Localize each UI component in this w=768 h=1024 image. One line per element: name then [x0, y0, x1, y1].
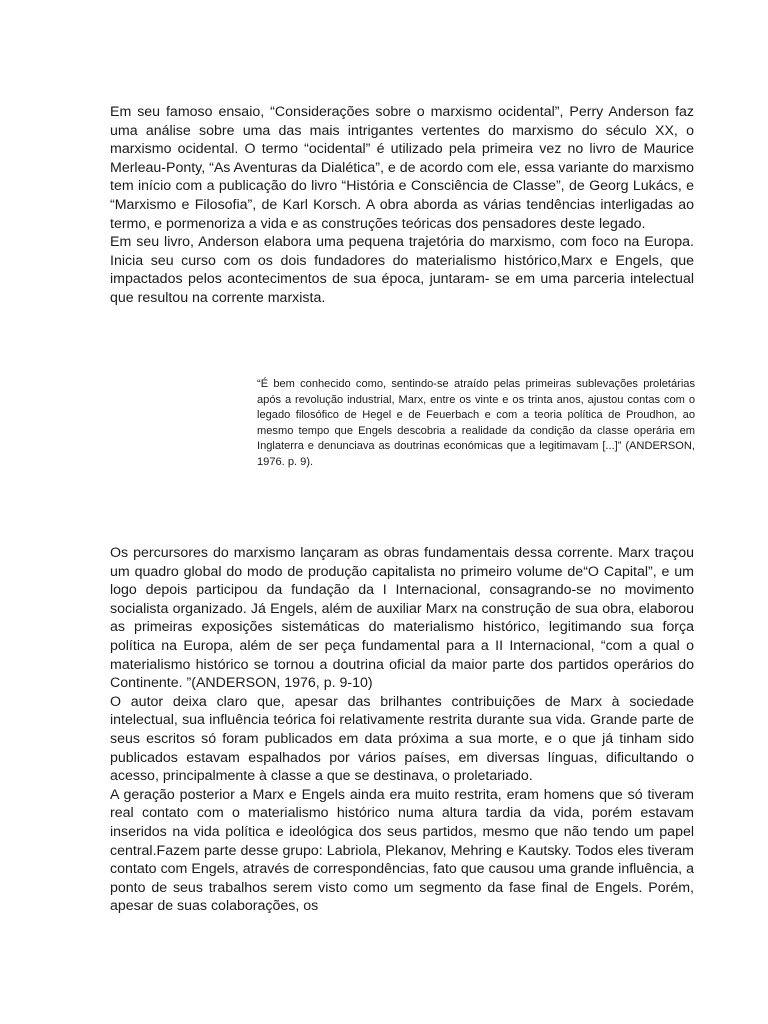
intro-paragraph-1: Em seu famoso ensaio, “Considerações sobre o marxismo ocidental”, Perry Anderson faz uma análise sobre uma das mais intrigantes vertentes do marxismo do século XX, o marxismo ocidental. O termo “ocidental” é utilizado pela primeira vez no livro de Maurice Merleau-Ponty, “As Aventuras da Dialética”, e de acordo com ele, essa variante do marxismo tem início com a publicação do livro “História e Consciência de Classe”, de Georg Lukács, e “Marxismo e Filosofia”, de Karl Korsch. A obra aborda as várias tendências interligadas ao termo, e pormenoriza a vida e as construções teóricas dos pensadores deste legado.	[110, 104, 694, 232]
intro-section	[110, 103, 694, 308]
main-paragraph-1: Os percursores do marxismo lançaram as obras fundamentais dessa corrente. Marx traçou um quadro global do modo de produção capitalista no primeiro volume de“O Capital”, e um logo depois participou da fundação da I Internacional, consagrando-se no movimento socialista organizado. Já Engels, além de auxiliar Marx na construção de sua obra, elaborou as primeiras exposições sistemáticas do materialismo histórico, legitimando sua força política na Europa, além de ser peça fundamental para a II Internacional, “com a qual o materialismo histórico se tornou a doutrina oficial da maior parte dos partidos operários do Continente. ”(ANDERSON, 1976, p. 9-10)	[110, 545, 694, 692]
main-section	[110, 544, 694, 916]
block-quote: “É bem conhecido como, sentindo-se atraído pelas primeiras sublevações proletárias após a revolução industrial, Marx, entre os vinte e os trinta anos, ajustou contas com o legado filosófico de Hegel e de Feuerbach e com a teoria política de Proudhon, ao mesmo tempo que Engels descobria a realidade da condição da classe operária em Inglaterra e denunciava as doutrinas económicas que a legitimavam [...]” (ANDERSON, 1976. p. 9).	[257, 378, 695, 468]
main-paragraph-3: A geração posterior a Marx e Engels ainda era muito restrita, eram homens que só tiveram real contato com o materialismo histórico numa altura tardia da vida, porém estavam inseridos na vida política e ideológica dos seus partidos, mesmo que não tendo um papel central.Fazem parte desse grupo: Labriola, Plekanov, Mehring e Kautsky. Todos eles tiveram contato com Engels, através de correspondências, fato que causou uma grande influência, a ponto de seus trabalhos serem visto como um segmento da fase final de Engels. Porém, apesar de suas colaborações, os	[110, 786, 694, 915]
main-paragraph-2: O autor deixa claro que, apesar das brilhantes contribuições de Marx à sociedade intelectual, sua influência teórica foi relativamente restrita durante sua vida. Grande parte de seus escritos só foram publicados em data próxima a sua morte, e o que já tinham sido publicados estavam espalhados por vários países, em diversas línguas, dificultando o acesso, principalmente à classe a que se destinava, o proletariado.	[110, 693, 694, 785]
intro-paragraph-2: Em seu livro, Anderson elabora uma pequena trajetória do marxismo, com foco na Europa. Inicia seu curso com os dois fundadores do materialismo histórico,Marx e Engels, que impactados pelos acontecimentos de sua época, juntaram- se em uma parceria intelectual que resultou na corrente marxista.	[110, 234, 694, 306]
